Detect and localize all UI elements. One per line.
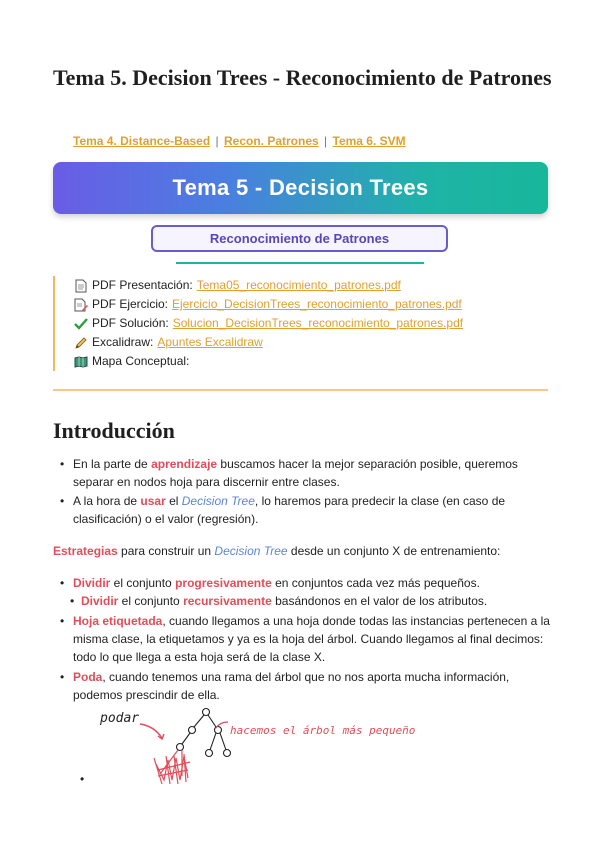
nav-separator: |: [215, 134, 219, 148]
intro-content: [53, 455, 553, 704]
list-item: • Dividir el conjunto recursivamente basándonos en el valor de los atributos.: [53, 592, 553, 610]
section-divider: [53, 389, 548, 391]
section-heading-introduccion: Introducción: [53, 418, 175, 443]
nav-next-link[interactable]: Tema 6. SVM: [332, 134, 406, 148]
topic-banner: Tema 5 - Decision Trees: [53, 162, 548, 214]
resource-row-exercise: [73, 295, 548, 314]
list-item: • En la parte de aprendizaje buscamos hacer la mejor separación posible, queremos separar en nodos hoja para discernir entre clases.: [53, 455, 553, 491]
resource-label: Mapa Conceptual:: [92, 354, 190, 368]
subtitle-underline: [176, 262, 424, 264]
sketch-label-right: hacemos el árbol más pequeño: [230, 724, 416, 737]
resource-label: PDF Presentación:: [92, 278, 193, 292]
checkmark-icon: [73, 318, 89, 330]
resource-row-solution: [73, 314, 548, 333]
resource-link-presentation[interactable]: Tema05_reconocimiento_patrones.pdf: [196, 278, 401, 292]
sub-list: [53, 592, 553, 610]
map-icon: [73, 356, 89, 368]
pruning-sketch: [98, 700, 418, 786]
strategies-list: [53, 574, 553, 704]
resource-list: [53, 276, 548, 371]
document-icon: [73, 279, 89, 293]
edit-document-icon: [73, 298, 89, 312]
intro-list: [53, 455, 553, 528]
pruned-branch-scribble: [154, 750, 190, 784]
resource-label: PDF Solución:: [92, 316, 169, 330]
page-title: Tema 5. Decision Trees - Reconocimiento de Patrones: [53, 65, 552, 90]
nav-prev-link[interactable]: Tema 4. Distance-Based: [73, 134, 211, 148]
resource-link-exercise[interactable]: Ejercicio_DecisionTrees_reconocimiento_patrones.pdf: [172, 297, 462, 311]
resource-label: PDF Ejercicio:: [92, 297, 169, 311]
sketch-arrow-right: [216, 722, 228, 728]
list-item: • Poda, cuando tenemos una rama del árbol que no nos aporta mucha información, podemos prescindir de ella.: [53, 668, 553, 704]
resource-label: Excalidraw:: [92, 335, 154, 349]
subtitle-box: Reconocimiento de Patrones: [151, 225, 448, 252]
nav-current-link[interactable]: Recon. Patrones: [223, 134, 319, 148]
resource-row-presentation: [73, 276, 548, 295]
pencil-icon: [73, 336, 89, 350]
nav-separator: |: [324, 134, 328, 148]
resource-row-excalidraw: [73, 333, 548, 352]
tree-diagram: [177, 709, 231, 757]
sketch-label-podar: podar: [100, 711, 140, 726]
list-item: • Dividir el conjunto progresivamente en conjuntos cada vez más pequeños. • Dividir el conjunto recursivamente basándonos en el valor de los atributos.: [53, 574, 553, 610]
resource-link-solution[interactable]: Solucion_DecisionTrees_reconocimiento_patrones.pdf: [172, 316, 464, 330]
list-item: • Hoja etiquetada, cuando llegamos a una hoja donde todas las instancias pertenecen a la misma clase, la etiquetamos y ya es la hoja del árbol. Cuando llegamos al final decimos: todo lo que llega a esta hoja será de la clase X.: [53, 612, 553, 666]
topic-navigation: [73, 134, 406, 148]
resource-link-excalidraw[interactable]: Apuntes Excalidraw: [157, 335, 263, 349]
resource-row-concept-map: [73, 352, 548, 371]
strategies-paragraph: Estrategias para construir un Decision Tree desde un conjunto X de entrenamiento:: [53, 544, 501, 558]
list-item: • A la hora de usar el Decision Tree, lo haremos para predecir la clase (en caso de clasificación) o el valor (regresión).: [53, 492, 553, 528]
